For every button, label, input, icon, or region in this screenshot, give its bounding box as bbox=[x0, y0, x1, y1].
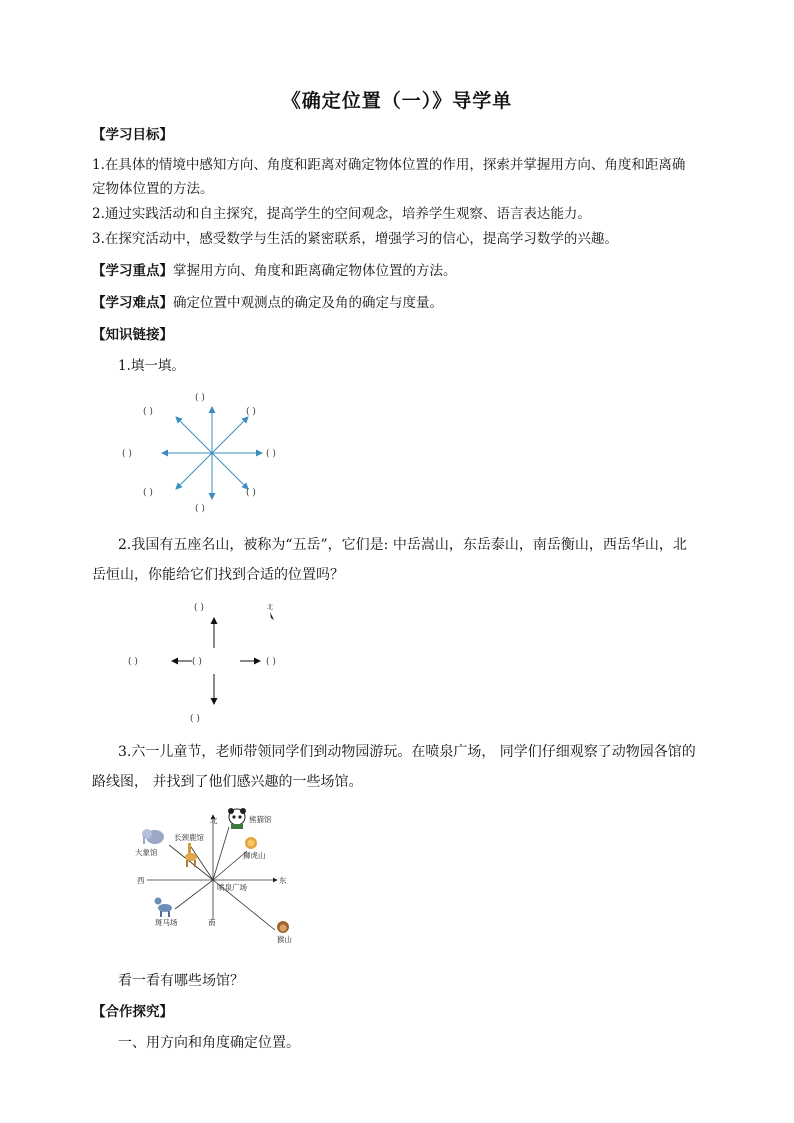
zebra-field-label: 斑马场 bbox=[155, 918, 178, 927]
panda-hall-label: 熊猫馆 bbox=[249, 815, 272, 824]
elephant-icon bbox=[142, 829, 164, 844]
goal-1-line-1: 1.在具体的情境中感知方向、角度和距离对确定物体位置的作用，探索并掌握用方向、角度和距离确 bbox=[92, 157, 686, 173]
compass-eight-directions-figure bbox=[110, 385, 320, 520]
zoo-west-label: 西 bbox=[137, 876, 145, 885]
question-2 bbox=[92, 530, 722, 590]
question-3 bbox=[92, 737, 722, 797]
blank-south: ( ) bbox=[195, 504, 205, 514]
blank-left: ( ) bbox=[128, 657, 138, 667]
cross-arrows bbox=[172, 618, 260, 704]
zoo-south-label: 南 bbox=[208, 918, 216, 927]
blank-west: ( ) bbox=[122, 449, 132, 459]
giraffe-icon bbox=[185, 843, 197, 867]
blank-east: ( ) bbox=[266, 449, 276, 459]
blank-southeast: ( ) bbox=[246, 488, 256, 498]
zoo-center-label: 喷泉广场 bbox=[217, 883, 247, 892]
blank-center: ( ) bbox=[192, 657, 202, 667]
key-point-heading: 【学习重点】 bbox=[92, 263, 173, 279]
goal-1-line-2: 定物体位置的方法。 bbox=[92, 181, 214, 197]
difficulty-text: 确定位置中观测点的确定及角的确定与度量。 bbox=[173, 295, 443, 311]
north-mark: 北 bbox=[267, 604, 274, 611]
blank-northwest: ( ) bbox=[143, 407, 153, 417]
blank-north: ( ) bbox=[195, 393, 205, 403]
monkey-icon bbox=[277, 921, 289, 933]
question-3-line-1: 3.六一儿童节，老师带领同学们到动物园游玩。在喷泉广场， 同学们仔细观察了动物园各馆的 bbox=[118, 744, 696, 760]
goals-heading: 【学习目标】 bbox=[92, 127, 173, 143]
difficulty-heading: 【学习难点】 bbox=[92, 295, 173, 311]
knowledge-heading: 【知识链接】 bbox=[92, 327, 173, 343]
five-mountains-figure bbox=[120, 598, 330, 728]
page-title: 《确定位置（一）》导学单 bbox=[281, 90, 513, 112]
question-3-prompt: 看一看有哪些场馆？ bbox=[118, 973, 244, 989]
elephant-hall-label: 大象馆 bbox=[135, 848, 158, 857]
key-point-text: 掌握用方向、角度和距离确定物体位置的方法。 bbox=[173, 263, 457, 279]
blank-southwest: ( ) bbox=[143, 488, 153, 498]
giraffe-hall-label: 长颈鹿馆 bbox=[174, 833, 204, 842]
blank-bottom: ( ) bbox=[190, 714, 200, 724]
north-pointer-icon bbox=[270, 612, 274, 620]
monkey-hill-label: 猴山 bbox=[277, 935, 292, 944]
blank-right: ( ) bbox=[266, 657, 276, 667]
tiger-hill-label: 狮虎山 bbox=[243, 851, 266, 860]
panda-icon bbox=[228, 808, 246, 829]
question-2-line-2: 岳恒山，你能给它们找到合适的位置吗？ bbox=[92, 567, 344, 583]
cooperate-item-1: 一、用方向和角度确定位置。 bbox=[118, 1035, 300, 1051]
difficulty bbox=[92, 292, 722, 314]
lion-icon bbox=[245, 837, 257, 849]
question-2-line-1: 2.我国有五座名山，被称为“五岳”，它们是: 中岳嵩山，东岳泰山，南岳衡山，西岳华山，北 bbox=[118, 537, 687, 553]
question-1: 1.填一填。 bbox=[118, 358, 185, 374]
cooperate-heading: 【合作探究】 bbox=[92, 1004, 173, 1020]
zoo-east-label: 东 bbox=[279, 876, 287, 885]
zoo-north-label: 北 bbox=[210, 816, 218, 825]
question-3-line-2: 路线图， 并找到了他们感兴趣的一些场馆。 bbox=[92, 774, 363, 790]
key-point bbox=[92, 260, 722, 282]
zoo-route-map bbox=[125, 805, 310, 945]
blank-top: ( ) bbox=[194, 603, 204, 613]
zoo-routes bbox=[147, 815, 277, 930]
blank-northeast: ( ) bbox=[246, 407, 256, 417]
goal-3: 3.在探究活动中，感受数学与生活的紧密联系，增强学习的信心，提高学习数学的兴趣。 bbox=[92, 231, 618, 247]
compass-arrows bbox=[162, 407, 262, 499]
goal-2: 2.通过实践活动和自主探究，提高学生的空间观念，培养学生观察、语言表达能力。 bbox=[92, 206, 591, 222]
zebra-icon bbox=[155, 898, 173, 918]
